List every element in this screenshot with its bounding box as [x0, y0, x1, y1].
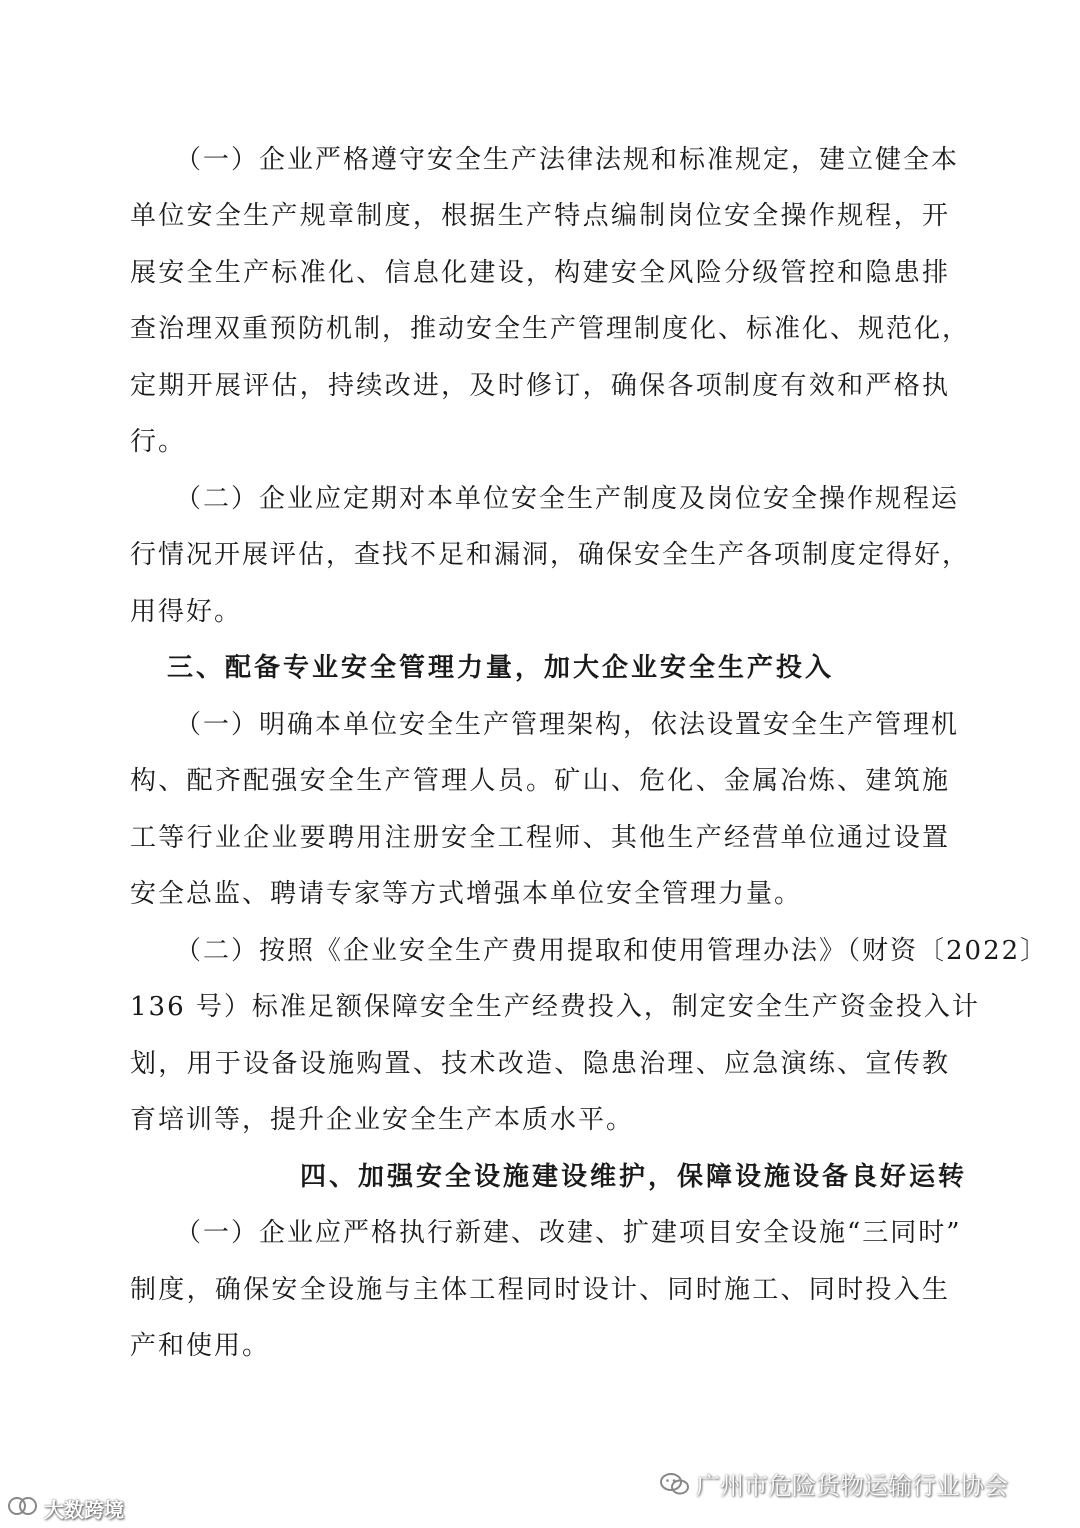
text-line: （一）企业严格遵守安全生产法律法规和标准规定，建立健全本 — [175, 145, 960, 175]
text-line: 单位安全生产规章制度，根据生产特点编制岗位安全操作规程，开 — [130, 201, 950, 231]
weibo-icon — [6, 1495, 40, 1522]
text-line: 查治理双重预防机制，推动安全生产管理制度化、标准化、规范化， — [130, 314, 971, 344]
text-line: 展安全生产标准化、信息化建设，构建安全风险分级管控和隐患排 — [130, 258, 950, 288]
text-line: 用得好。 — [130, 597, 243, 627]
watermark-text: 广州市危险货物运输行业协会 — [696, 1472, 1008, 1500]
text-line: 工等行业企业要聘用注册安全工程师、其他生产经营单位通过设置 — [130, 823, 950, 853]
text-line: （二）按照《企业安全生产费用提取和使用管理办法》（财资〔2022〕 — [175, 936, 1049, 966]
text-line: 行情况开展评估，查找不足和漏洞，确保安全生产各项制度定得好， — [130, 540, 971, 570]
corner-watermark — [6, 1494, 124, 1523]
text-line: （二）企业应定期对本单位安全生产制度及岗位安全操作规程运 — [175, 484, 960, 514]
section-heading: 三、配备专业安全管理力量，加大企业安全生产投入 — [167, 653, 835, 683]
text-line: 制度，确保安全设施与主体工程同时设计、同时施工、同时投入生 — [130, 1275, 950, 1305]
wechat-icon — [660, 1472, 690, 1496]
text-line: 136 号）标准足额保障安全生产经费投入，制定安全生产资金投入计 — [130, 992, 980, 1022]
text-line: 定期开展评估，持续改进，及时修订，确保各项制度有效和严格执 — [130, 371, 950, 401]
text-line: 安全总监、聘请专家等方式增强本单位安全管理力量。 — [130, 879, 803, 909]
section-heading: 四、加强安全设施建设维护，保障设施设备良好运转 — [300, 1162, 968, 1192]
text-line: （一）明确本单位安全生产管理架构，依法设置安全生产管理机 — [175, 710, 960, 740]
text-line: 行。 — [130, 427, 187, 457]
text-line: 产和使用。 — [130, 1331, 271, 1361]
wechat-watermark — [660, 1466, 1008, 1501]
text-line: 育培训等，提升企业安全生产本质水平。 — [130, 1105, 635, 1135]
text-line: （一）企业应严格执行新建、改建、扩建项目安全设施“三同时” — [175, 1218, 962, 1248]
corner-watermark-text: 大数跨境 — [44, 1498, 124, 1522]
text-line: 划，用于设备设施购置、技术改造、隐患治理、应急演练、宣传教 — [130, 1049, 950, 1079]
text-line: 构、配齐配强安全生产管理人员。矿山、危化、金属冶炼、建筑施 — [130, 766, 950, 796]
